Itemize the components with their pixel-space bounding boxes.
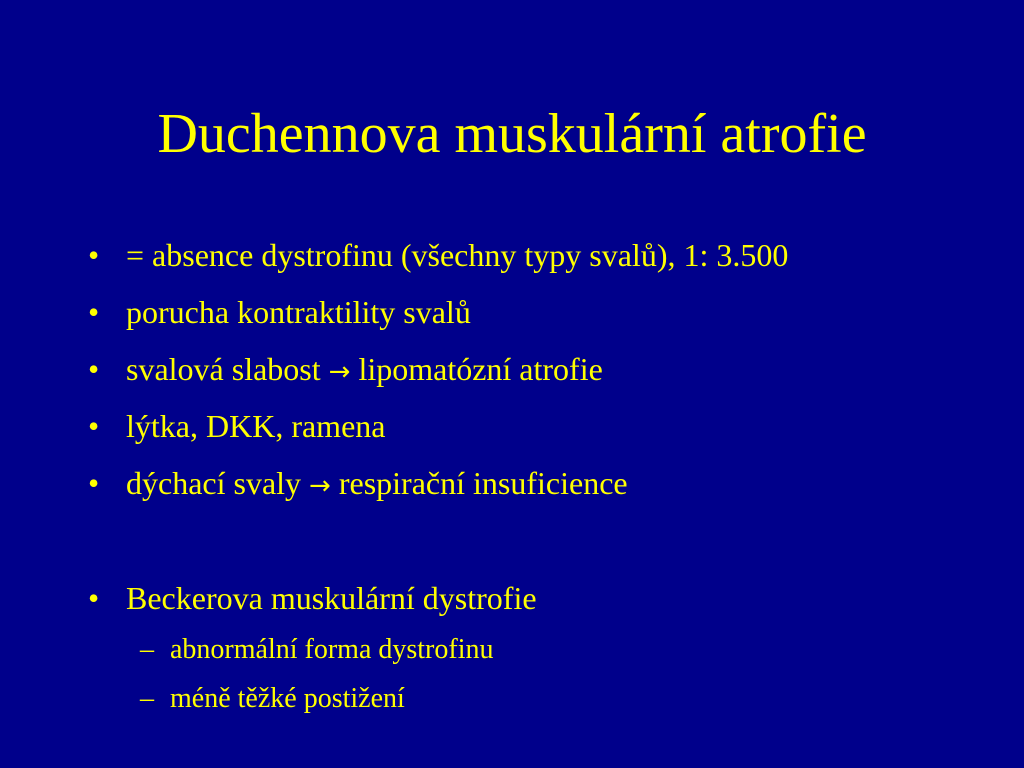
bullet-text: Beckerova muskulární dystrofie	[126, 580, 537, 616]
sub-bullet-text: abnormální forma dystrofinu	[170, 634, 494, 665]
sub-bullet-item	[140, 682, 405, 716]
bullet-text: svalová slabost	[126, 351, 329, 387]
bullet-marker: •	[88, 294, 100, 330]
bullet-item	[88, 578, 537, 618]
bullet-marker: •	[88, 351, 100, 387]
slide-title: Duchennova muskulární atrofie	[157, 103, 867, 165]
sub-bullet-item	[140, 633, 493, 667]
sub-bullet-text: méně těžké postižení	[170, 683, 405, 714]
bullet-text: porucha kontraktility svalů	[126, 294, 471, 330]
bullet-marker: •	[88, 465, 100, 501]
bullet-item	[88, 235, 788, 275]
right-arrow-icon: →	[309, 471, 331, 501]
bullet-marker: •	[88, 237, 100, 273]
bullet-text: respirační insuficience	[330, 465, 628, 501]
right-arrow-icon: →	[328, 357, 351, 387]
bullet-text: lýtka, DKK, ramena	[126, 408, 386, 444]
bullet-marker: •	[88, 408, 100, 444]
bullet-text: dýchací svaly	[126, 465, 310, 501]
sub-bullet-marker: –	[140, 683, 154, 714]
bullet-item	[88, 463, 628, 506]
bullet-item	[88, 349, 603, 392]
bullet-text: lipomatózní atrofie	[350, 351, 603, 387]
bullet-marker: •	[88, 580, 100, 616]
bullet-text: = absence dystrofinu (všechny typy svalů), 1: 3.500	[126, 237, 789, 273]
sub-bullet-marker: –	[140, 634, 154, 665]
bullet-item	[88, 292, 471, 332]
bullet-item	[88, 406, 385, 446]
